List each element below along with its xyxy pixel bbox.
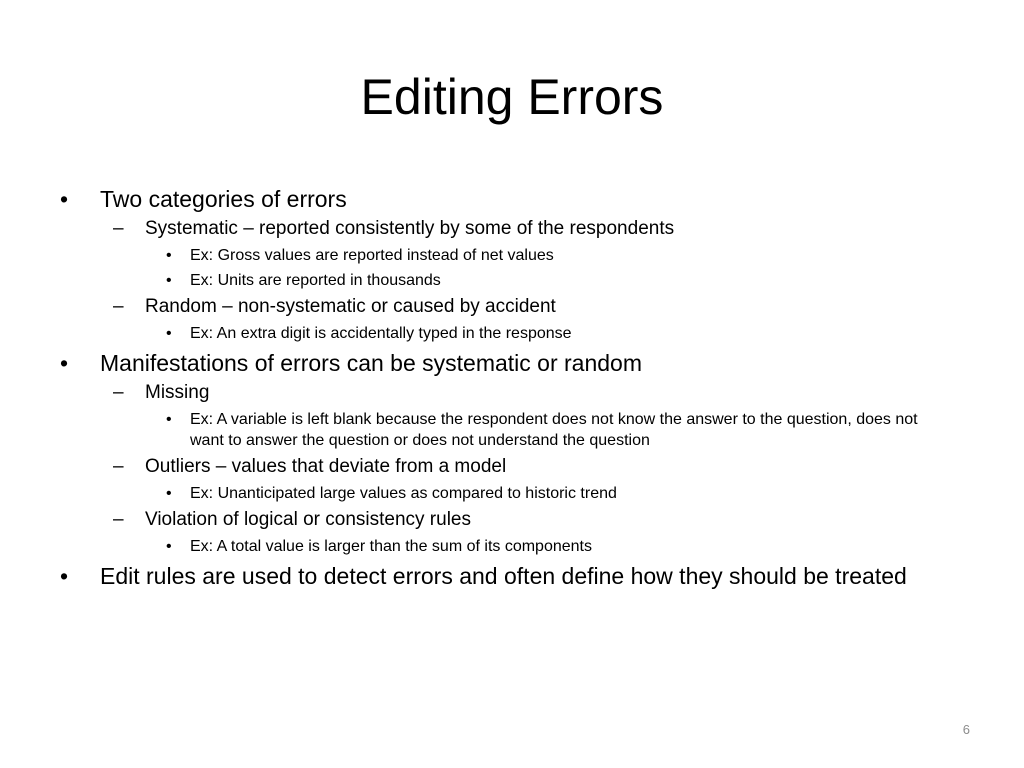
sub-bullet-text: Random – non-systematic or caused by accident: [145, 296, 556, 317]
bullet-item: [56, 562, 976, 590]
sub-bullet-item: [56, 217, 976, 241]
example-item: [56, 245, 976, 266]
example-item: [56, 536, 976, 557]
example-text: Ex: Unanticipated large values as compared to historic trend: [190, 485, 617, 502]
dash-icon: –: [113, 382, 124, 403]
sub-bullet-text: Outliers – values that deviate from a model: [145, 456, 507, 477]
example-text: Ex: A total value is larger than the sum of its components: [190, 538, 592, 555]
bullet-dot-icon: •: [166, 272, 172, 289]
example-item: [56, 409, 976, 451]
bullet-dot-icon: •: [60, 563, 69, 589]
sub-bullet-text: Systematic – reported consistently by some of the respondents: [145, 218, 675, 239]
sub-bullet-item: [56, 508, 976, 532]
sub-bullet-text: Violation of logical or consistency rules: [145, 509, 471, 530]
example-text: Ex: Gross values are reported instead of net values: [190, 247, 554, 264]
bullet-text: Two categories of errors: [100, 186, 347, 212]
sub-bullet-item: [56, 455, 976, 479]
bullet-item: [56, 349, 976, 377]
bullet-list: [56, 180, 976, 590]
example-text: Ex: A variable is left blank because the respondent does not know the answer to the question, does not want to answer the question or does not understand the question: [190, 411, 918, 449]
sub-bullet-text: Missing: [145, 382, 210, 403]
example-item: [56, 483, 976, 504]
dash-icon: –: [113, 218, 124, 239]
bullet-dot-icon: •: [60, 350, 69, 376]
bullet-dot-icon: •: [166, 247, 172, 264]
example-item: [56, 323, 976, 344]
bullet-dot-icon: •: [166, 538, 172, 555]
slide-title: Editing Errors: [360, 69, 664, 125]
bullet-dot-icon: •: [60, 186, 69, 212]
dash-icon: –: [113, 509, 124, 530]
sub-bullet-item: [56, 295, 976, 319]
bullet-text: Edit rules are used to detect errors and often define how they should be treated: [100, 563, 907, 589]
dash-icon: –: [113, 456, 124, 477]
page-number: 6: [962, 722, 970, 737]
example-item: [56, 270, 976, 291]
bullet-dot-icon: •: [166, 411, 172, 428]
example-text: Ex: An extra digit is accidentally typed in the response: [190, 325, 572, 342]
bullet-dot-icon: •: [166, 485, 172, 502]
sub-bullet-item: [56, 381, 976, 405]
bullet-dot-icon: •: [166, 325, 172, 342]
bullet-text: Manifestations of errors can be systematic or random: [100, 350, 643, 376]
bullet-item: [56, 185, 976, 213]
dash-icon: –: [113, 296, 124, 317]
example-text: Ex: Units are reported in thousands: [190, 272, 441, 289]
